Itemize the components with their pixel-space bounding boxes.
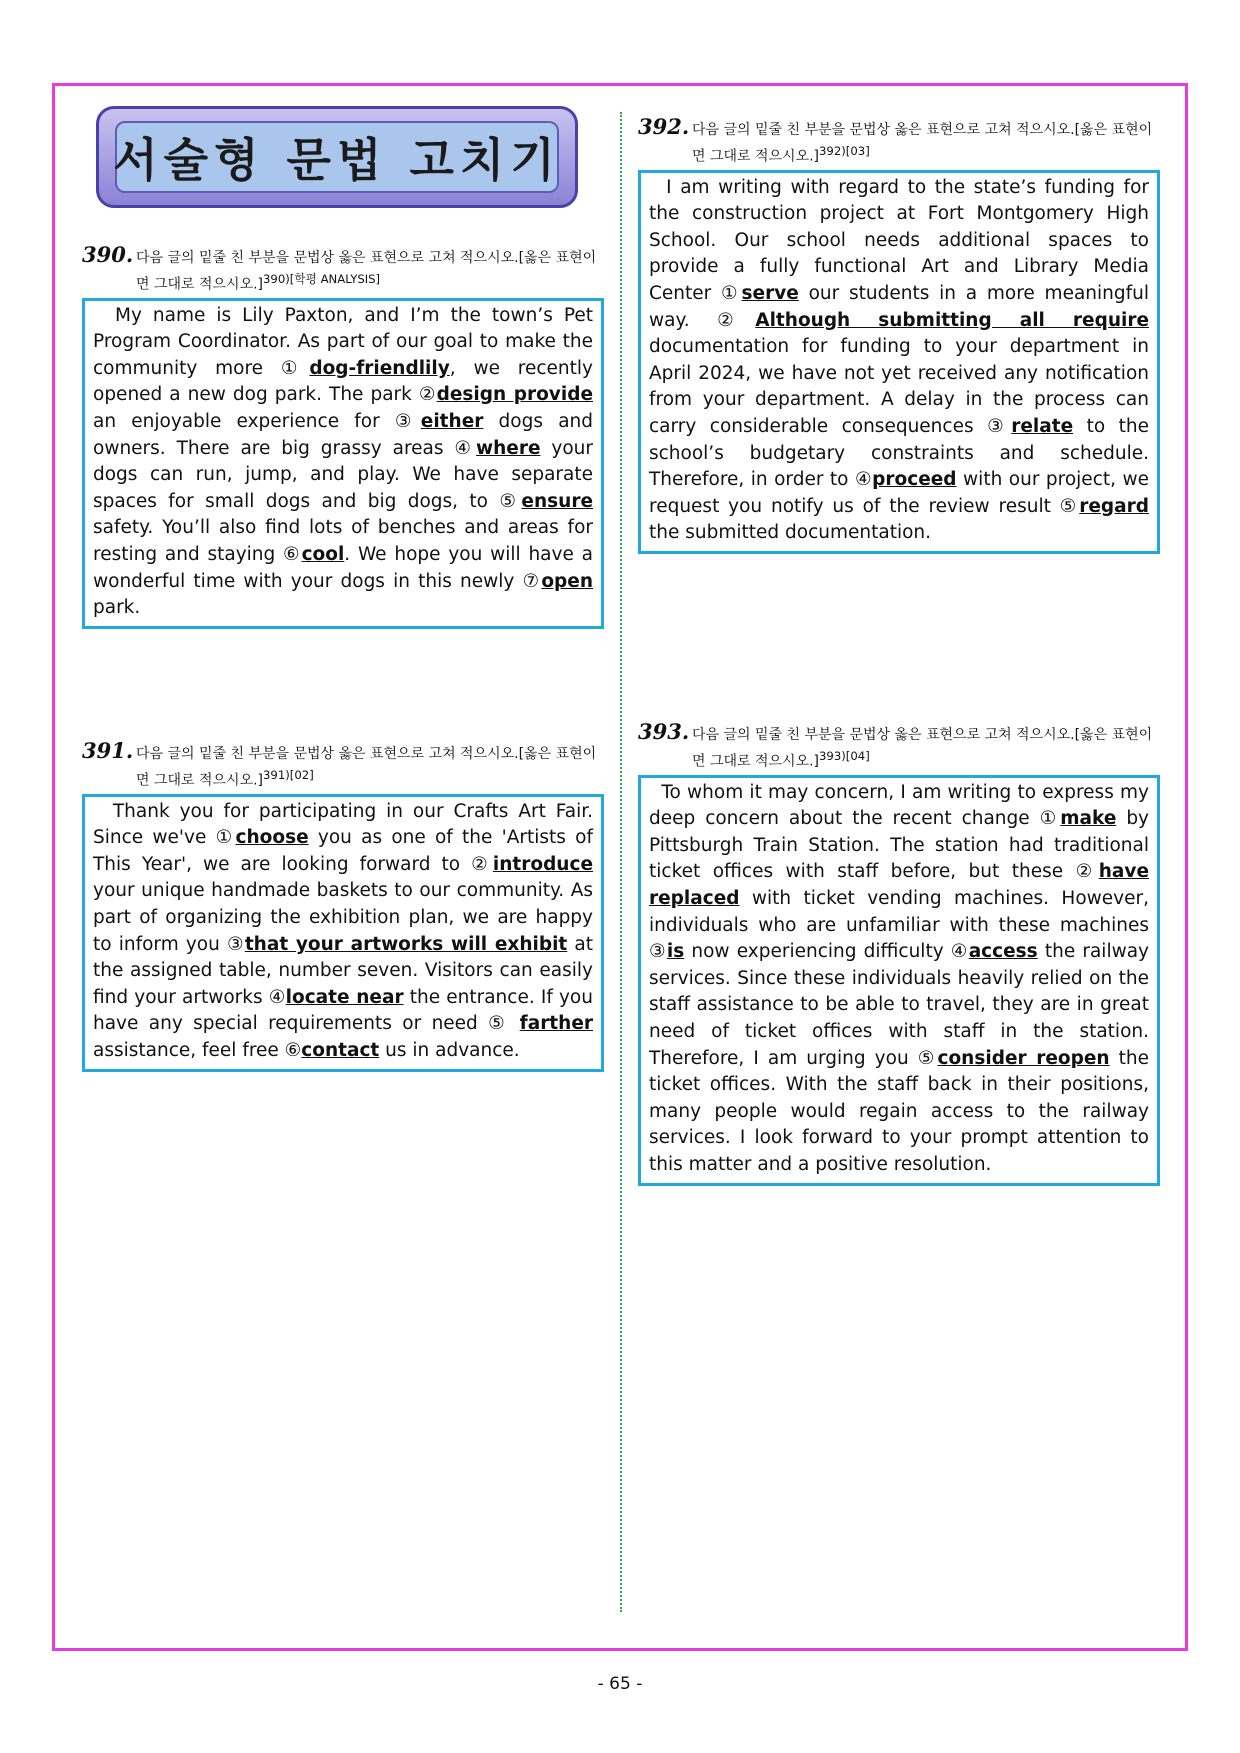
question-ref: 392)[03] (819, 144, 870, 158)
passage-box (638, 170, 1160, 554)
question-392 (638, 114, 1160, 554)
question-390 (82, 242, 604, 629)
underlined-expression: is (666, 941, 685, 963)
passage-text: . We hope you will have a wonderful time with your dogs in this newly ⑦ (93, 544, 593, 592)
underlined-expression: open (541, 570, 593, 592)
passage-box (82, 298, 604, 629)
passage-text: by Pittsburgh Train Station. The station had traditional ticket offices with staff before, but these ② (649, 808, 1150, 883)
question-393 (638, 719, 1160, 1186)
page-number: - 65 - (597, 1674, 643, 1694)
passage-text: the railway services. Since these individuals heavily relied on the staff assistance to be able to travel, they are in great need of ticket offices with staff in the station. Therefore, I am urging you ⑤ (649, 941, 1150, 1069)
underlined-expression: make (1060, 808, 1117, 830)
passage-text: My name is Lily Paxton, and I’m the town’s Pet Program Coordinator. As part of our goal to make the community more ① (93, 304, 593, 379)
passage-text: us in advance. (379, 1040, 520, 1061)
question-number: 393. (638, 719, 690, 744)
passage-text: To whom it may concern, I am writing to express my deep concern about the recent change ① (649, 781, 1149, 830)
passage-text: with ticket vending machines. However, individuals who are unfamiliar with these machines ③ (649, 888, 1149, 963)
question-number: 391. (82, 738, 134, 763)
question-number: 390. (82, 242, 134, 267)
underlined-expression: relate (1011, 416, 1074, 437)
passage-text: you as one of the 'Artists of This Year', we are looking forward to ② (93, 827, 593, 875)
passage-text: an enjoyable experience for ③ (93, 411, 421, 433)
underlined-expression: access (968, 941, 1038, 963)
passage-box (82, 794, 604, 1072)
passage-text: your dogs can run, jump, and play. We have separate spaces for small dogs and big dogs, to ⑤ (93, 437, 593, 512)
passage-text: now experiencing difficulty ④ (684, 941, 969, 963)
underlined-expression: consider reopen (937, 1047, 1110, 1069)
passage-text: the ticket offices. With the staff back in their positions, many people would regain access to the railway services. I look forward to your prompt attention to this matter and a positive resolution. (649, 1047, 1149, 1175)
question-header (638, 719, 1160, 773)
underlined-expression: choose (235, 827, 309, 849)
underlined-expression: proceed (872, 469, 957, 491)
section-title: 서술형 문법 고치기 (113, 133, 561, 187)
underlined-expression: regard (1079, 495, 1149, 517)
underlined-expression: contact (301, 1040, 380, 1061)
underlined-expression: where (476, 437, 541, 459)
passage-text: the submitted documentation. (649, 522, 932, 544)
underlined-expression: farther (519, 1013, 593, 1035)
question-391 (82, 738, 604, 1072)
question-header (82, 738, 604, 792)
underlined-expression: that your artworks will exhibit (244, 933, 568, 955)
passage-text: dogs and owners. There are big grassy areas ④ (93, 411, 593, 459)
question-header (82, 242, 604, 296)
passage-text: park. (93, 597, 141, 619)
question-instruction: 다음 글의 밑줄 친 부분을 문법상 옳은 표현으로 고쳐 적으시오.[옳은 표현이면 그대로 적으시오.] (136, 250, 597, 293)
passage-text: documentation for funding to your department in April 2024, we have not yet received any notification from your department. A delay in the process can carry considerable consequences ③ (649, 336, 1149, 437)
passage-text: your unique handmade baskets to our community. As part of organizing the exhibition plan, we are happy to inform you ③ (93, 880, 593, 955)
question-instruction: 다음 글의 밑줄 친 부분을 문법상 옳은 표현으로 고쳐 적으시오.[옳은 표현이면 그대로 적으시오.] (136, 746, 597, 789)
underlined-expression: Although submitting all require (755, 309, 1149, 331)
passage-text: at the assigned table, number seven. Visitors can easily find your artworks ④ (93, 933, 593, 1008)
underlined-expression: design provide (436, 384, 593, 406)
passage-text: the entrance. If you have any special requirements or need ⑤ (93, 986, 593, 1035)
passage-text: I am writing with regard to the state’s funding for the construction project at Fort Montgomery High School. Our school needs additional spaces to provide a fully functional Art and Library Media Center ① (649, 176, 1149, 305)
question-header (638, 114, 1160, 168)
underlined-expression: dog-friendlily (309, 357, 450, 379)
underlined-expression: introduce (492, 853, 593, 875)
underlined-expression: have replaced (649, 861, 1149, 910)
passage-text: our students in a more meaningful way. ② (649, 283, 1149, 331)
underlined-expression: ensure (521, 490, 593, 512)
question-ref: 390)[학평 ANALYSIS] (263, 272, 381, 286)
question-number: 392. (638, 114, 690, 139)
column-divider (620, 112, 622, 1612)
section-title-inner (115, 121, 559, 193)
passage-box (638, 775, 1160, 1186)
question-ref: 393)[04] (819, 749, 870, 763)
underlined-expression: cool (301, 544, 345, 565)
passage-text: Thank you for participating in our Crafts Art Fair. Since we've ① (93, 800, 593, 849)
underlined-expression: serve (741, 283, 799, 305)
question-instruction: 다음 글의 밑줄 친 부분을 문법상 옳은 표현으로 고쳐 적으시오.[옳은 표현이면 그대로 적으시오.] (692, 122, 1153, 165)
passage-text: safety. You’ll also find lots of benches and areas for resting and staying ⑥ (93, 517, 593, 565)
passage-text: assistance, feel free ⑥ (93, 1040, 302, 1061)
passage-text: , we recently opened a new dog park. The park ② (93, 357, 593, 406)
underlined-expression: either (420, 411, 484, 433)
passage-text: with our project, we request you notify us of the review result ⑤ (649, 469, 1149, 517)
question-ref: 391)[02] (263, 768, 314, 782)
underlined-expression: locate near (285, 986, 404, 1008)
section-title-banner (96, 106, 578, 208)
passage-text: to the school’s budgetary constraints and schedule. Therefore, in order to ④ (649, 416, 1149, 491)
question-instruction: 다음 글의 밑줄 친 부분을 문법상 옳은 표현으로 고쳐 적으시오.[옳은 표현이면 그대로 적으시오.] (692, 727, 1153, 770)
